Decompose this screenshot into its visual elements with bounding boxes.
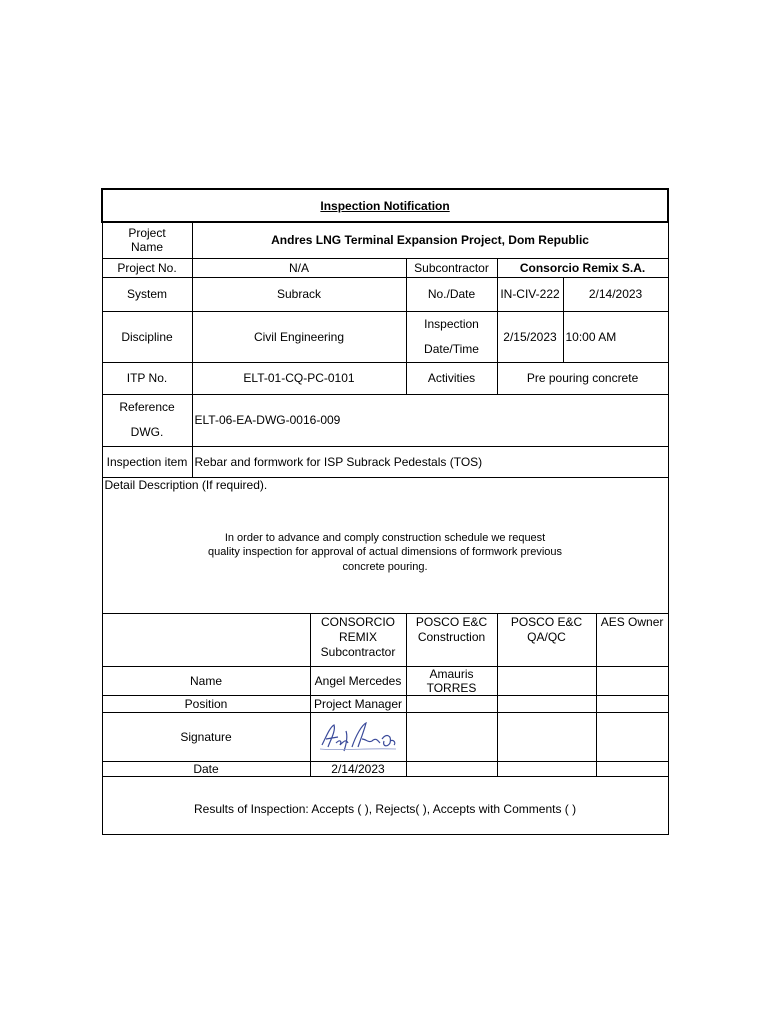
detail-description-label: Detail Description (If required). bbox=[104, 477, 268, 492]
signature-aes-owner bbox=[596, 712, 668, 761]
no-date-label: No./Date bbox=[406, 277, 497, 311]
date-posco-qaqc bbox=[497, 761, 596, 776]
project-name-label: Project Name bbox=[102, 222, 192, 258]
itp-label: ITP No. bbox=[102, 362, 192, 394]
name-aes-owner bbox=[596, 666, 668, 695]
inspection-datetime-label: Inspection Date/Time bbox=[406, 311, 497, 362]
itp-value: ELT-01-CQ-PC-0101 bbox=[192, 362, 406, 394]
notification-date: 2/14/2023 bbox=[563, 277, 668, 311]
date-consorcio: 2/14/2023 bbox=[310, 761, 406, 776]
inspection-notification-form bbox=[101, 188, 667, 835]
position-posco-qaqc bbox=[497, 695, 596, 712]
detail-description bbox=[102, 477, 668, 613]
form-title: Inspection Notification bbox=[102, 189, 668, 222]
signature-row-label: Signature bbox=[102, 712, 310, 761]
position-aes-owner bbox=[596, 695, 668, 712]
position-consorcio: Project Manager bbox=[310, 695, 406, 712]
signature-posco-qaqc bbox=[497, 712, 596, 761]
results-of-inspection: Results of Inspection: Accepts ( ), Rejects( ), Accepts with Comments ( ) bbox=[102, 776, 668, 834]
subcontractor-value: Consorcio Remix S.A. bbox=[497, 258, 668, 277]
project-no-value: N/A bbox=[192, 258, 406, 277]
inspection-time: 10:00 AM bbox=[563, 311, 668, 362]
date-row-label: Date bbox=[102, 761, 310, 776]
system-label: System bbox=[102, 277, 192, 311]
project-name-value: Andres LNG Terminal Expansion Project, Dom Republic bbox=[192, 222, 668, 258]
activities-label: Activities bbox=[406, 362, 497, 394]
inspection-item-value: Rebar and formwork for ISP Subrack Pedestals (TOS) bbox=[192, 446, 668, 477]
reference-dwg-value: ELT-06-EA-DWG-0016-009 bbox=[192, 394, 668, 446]
activities-value: Pre pouring concrete bbox=[497, 362, 668, 394]
position-row-label: Position bbox=[102, 695, 310, 712]
column-posco-construction: POSCO E&C Construction bbox=[406, 613, 497, 666]
signature-posco-construction bbox=[406, 712, 497, 761]
notification-number: IN-CIV-222 bbox=[497, 277, 563, 311]
signature-consorcio bbox=[310, 712, 406, 761]
approvals-header-blank bbox=[102, 613, 310, 666]
discipline-label: Discipline bbox=[102, 311, 192, 362]
column-aes-owner: AES Owner bbox=[596, 613, 668, 666]
date-posco-construction bbox=[406, 761, 497, 776]
name-posco-construction: Amauris TORRES bbox=[406, 666, 497, 695]
handwritten-signature bbox=[316, 717, 400, 757]
name-row-label: Name bbox=[102, 666, 310, 695]
inspection-item-label: Inspection item bbox=[102, 446, 192, 477]
position-posco-construction bbox=[406, 695, 497, 712]
name-consorcio: Angel Mercedes bbox=[310, 666, 406, 695]
subcontractor-label: Subcontractor bbox=[406, 258, 497, 277]
system-value: Subrack bbox=[192, 277, 406, 311]
column-posco-qaqc: POSCO E&C QA/QC bbox=[497, 613, 596, 666]
name-posco-qaqc bbox=[497, 666, 596, 695]
date-aes-owner bbox=[596, 761, 668, 776]
column-consorcio-remix: CONSORCIO REMIX Subcontractor bbox=[310, 613, 406, 666]
reference-dwg-label: Reference DWG. bbox=[102, 394, 192, 446]
project-no-label: Project No. bbox=[102, 258, 192, 277]
discipline-value: Civil Engineering bbox=[192, 311, 406, 362]
inspection-date: 2/15/2023 bbox=[497, 311, 563, 362]
detail-description-text: In order to advance and comply construction schedule we request quality inspection for approval of actual dimensions of formwork previous concrete pouring. bbox=[208, 531, 563, 573]
